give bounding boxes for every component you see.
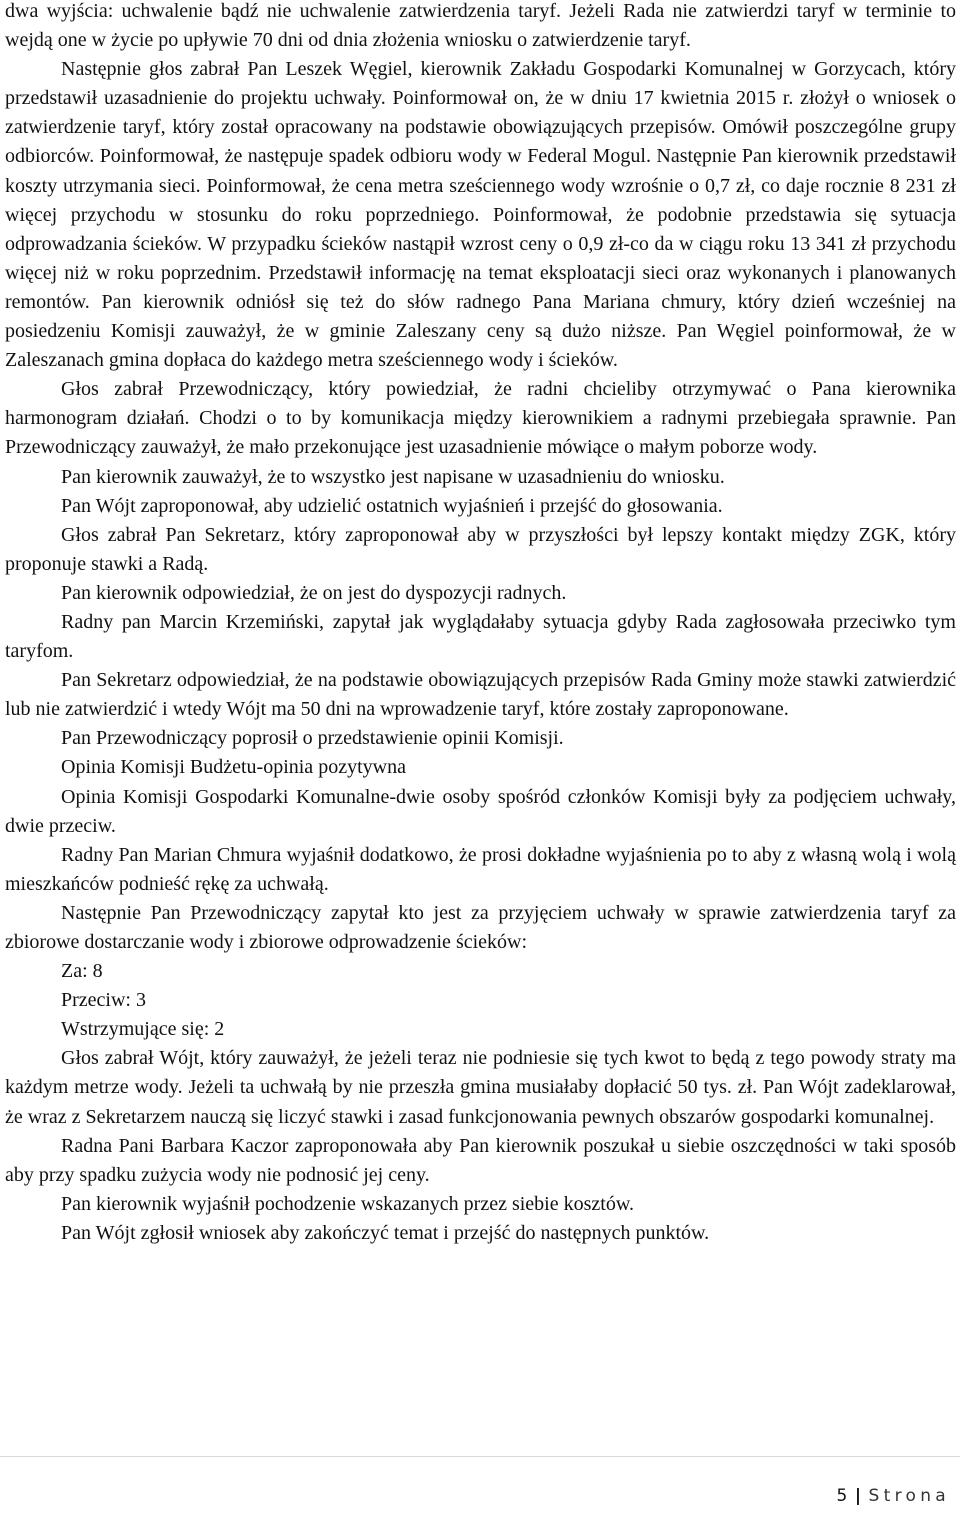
paragraph-budget-committee-opinion: Opinia Komisji Budżetu-opinia pozytywna [61, 756, 406, 779]
paragraph-wegiel-presentation: Następnie głos zabrał Pan Leszek Węgiel, kierownik Zakładu Gospodarki Komunalnej w Gorzycach, który przedstawił uzasadnienie do projektu uchwały. Poinformował on, że w dniu 17 kwietnia 2015 r. złożył o wniosek o zatwierdzenie taryf, który został opracowany na podstawie obowiązujących przepisów. Omówił poszczególne grupy odbiorców. Poinformował, że następuje spadek odbioru wody w Federal Mogul. Następnie Pan kierownik przedstawił koszty utrzymania sieci. Poinformował, że cena metra sześciennego wody wzrośnie o 0,7 zł, co daje rocznie 8 231 zł więcej przychodu w stosunku do roku poprzedniego. Poinformował, że podobnie przedstawia się sytuacja odprowadzania ścieków. W przypadku ścieków nastąpił wzrost ceny o 0,9 zł-co da w ciągu roku 13 341 zł przychodu więcej niż w roku poprzednim. Przedstawił informację na temat eksploatacji sieci oraz wykonanych i planowanych remontów. Pan kierownik odniósł się też do słów radnego Pana Mariana chmury, który dzień wcześniej na posiedzeniu Komisji zauważył, że w gminie Zaleszany ceny są dużo niższe. Pan Węgiel poinformował, że w Zaleszanach gmina dopłaca do każdego metra sześciennego wody i ścieków. [5, 58, 956, 372]
page-label: Strona [868, 1486, 950, 1506]
vote-results [5, 957, 956, 1044]
paragraph-communal-committee-opinion: Opinia Komisji Gospodarki Komunalne-dwie osoby spośród członków Komisji były za podjęciem uchwały, dwie przeciw. [5, 785, 956, 837]
paragraph-vote-question: Następnie Pan Przewodniczący zapytał kto jest za przyjęciem uchwały w sprawie zatwierdzenia taryf za zbiorowe dostarczanie wody i zbiorowe odprowadzenie ścieków: [5, 901, 956, 953]
paragraph-continuation: dwa wyjścia: uchwalenie bądź nie uchwalenie zatwierdzenia taryf. Jeżeli Rada nie zatwierdzi taryf w terminie to wejdą one w życie po upływie 70 dni od dnia złożenia wniosku o zatwierdzenie taryf. [5, 0, 956, 52]
vote-for: Za: 8 [61, 960, 103, 983]
paragraph-krzeminski-question: Radny pan Marcin Krzemiński, zapytał jak wyglądałaby sytuacja gdyby Rada zagłosowała przeciwko tym taryfom. [5, 610, 956, 663]
paragraph-chairman-remarks: Głos zabrał Przewodniczący, który powiedział, że radni chcieliby otrzymywać o Pana kierownika harmonogram działań. Chodzi o to by komunikacja między kierownikiem a radnymi przebiegała sprawnie. Pan Przewodniczący zauważył, że mało przekonujące jest uzasadnienie mówiące o małym poborze wody. [5, 378, 956, 459]
vote-against: Przeciw: 3 [61, 989, 146, 1012]
footer-divider [0, 1456, 960, 1457]
paragraph-mayor-losses: Głos zabrał Wójt, który zauważył, że jeżeli teraz nie podniesie się tych kwot to będą z tego powody straty ma każdym metrze wody. Jeżeli ta uchwałą by nie przeszła gmina musiałaby dopłacić 50 tys. zł. Pan Wójt zadeklarował, że wraz z Sekretarzem nauczą się liczyć stawki i zasad funkcjonowania pewnych obszarów gospodarki komunalnej. [5, 1047, 956, 1128]
page-number: 5 [836, 1486, 848, 1506]
paragraph-manager-availability: Pan kierownik odpowiedział, że on jest do dyspozycji radnych. [61, 581, 567, 604]
paragraph-mayor-proposal: Pan Wójt zaproponował, aby udzielić ostatnich wyjaśnień i przejść do głosowania. [61, 494, 723, 517]
paragraph-kaczor-proposal: Radna Pani Barbara Kaczor zaproponowała aby Pan kierownik poszukał u siebie oszczędności w taki sposób aby przy spadku zużycia wody nie podnosić jej ceny. [5, 1134, 956, 1186]
paragraph-chairman-request: Pan Przewodniczący poprosił o przedstawienie opinii Komisji. [61, 727, 564, 750]
vote-abstain: Wstrzymujące się: 2 [61, 1018, 225, 1041]
paragraph-manager-costs: Pan kierownik wyjaśnił pochodzenie wskazanych przez siebie kosztów. [61, 1192, 634, 1215]
paragraph-manager-reply: Pan kierownik zauważył, że to wszystko jest napisane w uzasadnieniu do wniosku. [61, 465, 725, 488]
footer-separator: | [854, 1486, 862, 1506]
paragraph-chmura-explanation: Radny Pan Marian Chmura wyjaśnił dodatkowo, że prosi dokładne wyjaśnienia po to aby z własną wolą i wolą mieszkańców podnieść rękę za uchwałą. [5, 843, 956, 895]
paragraph-secretary-proposal: Głos zabrał Pan Sekretarz, który zaproponował aby w przyszłości był lepszy kontakt między ZGK, który proponuje stawki a Radą. [5, 523, 956, 575]
paragraph-secretary-answer: Pan Sekretarz odpowiedział, że na podstawie obowiązujących przepisów Rada Gminy może stawki zatwierdzić lub nie zatwierdzić i wtedy Wójt ma 50 dni na wprowadzenie taryf, które zostały zaproponowane. [5, 669, 956, 721]
paragraph-mayor-closing-motion: Pan Wójt zgłosił wniosek aby zakończyć temat i przejść do następnych punktów. [61, 1221, 710, 1244]
document-body [5, 0, 956, 1248]
page-footer [836, 1486, 950, 1506]
